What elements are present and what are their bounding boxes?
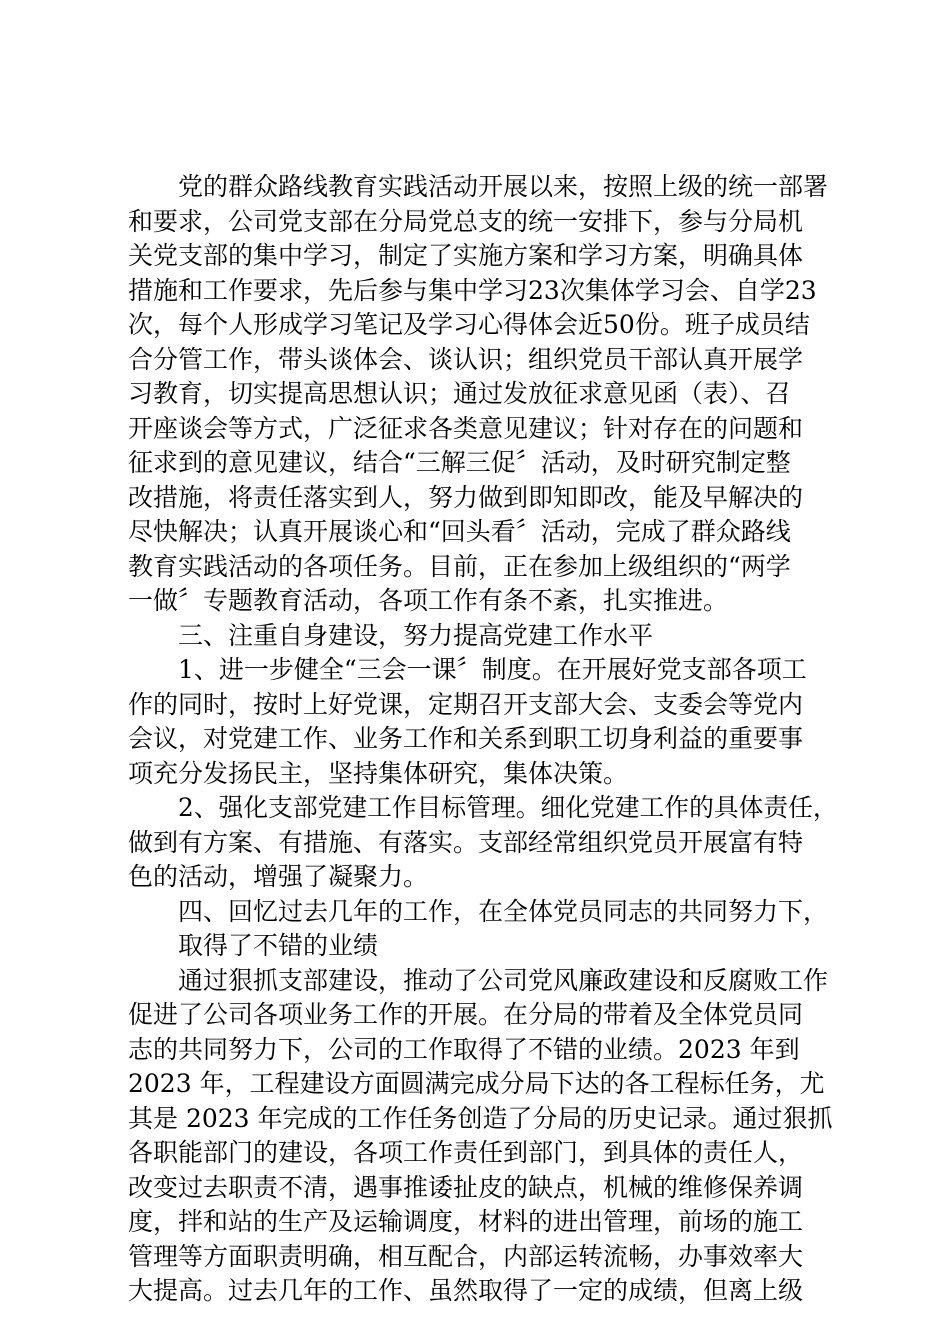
- text-line: 取得了不错的业绩: [178, 931, 379, 960]
- text-line: 1、进一步健全“三会一课〞制度。在开展好党支部各项工: [178, 655, 807, 684]
- text-line: 开座谈会等方式，广泛征求各类意见建议；针对存在的问题和: [128, 413, 804, 443]
- text-line: 作的同时，按时上好党课，定期召开支部大会、支委会等党内: [128, 689, 804, 719]
- text-line: 会议，对党建工作、业务工作和关系到职工切身利益的重要事: [128, 724, 804, 753]
- text-line: 促进了公司各项业务工作的开展。在分局的带着及全体党员同: [128, 1000, 804, 1029]
- text-line: 做到有方案、有措施、有落实。支部经常组织党员开展富有特: [128, 827, 804, 857]
- text-line: 度，拌和站的生产及运输调度，材料的进出管理，前场的施工: [128, 1207, 804, 1236]
- text-line: 项充分发扬民主，坚持集体研究，集体决策。: [128, 758, 629, 788]
- text-line: 其是 2023 年完成的工作任务创造了分局的历史记录。通过狠抓: [128, 1103, 833, 1133]
- text-line: 尽快解决；认真开展谈心和“回头看〞活动，完成了群众路线: [128, 517, 791, 546]
- text-line: 志的共同努力下，公司的工作取得了不错的业绩。2023 年到: [128, 1034, 800, 1064]
- text-line: 改变过去职责不清，遇事推诿扯皮的缺点，机械的维修保养调: [128, 1172, 804, 1202]
- text-line: 合分管工作，带头谈体会、谈认识；组织党员干部认真开展学: [128, 344, 804, 374]
- text-line: 改措施，将责任落实到人，努力做到即知即改，能及早解决的: [128, 482, 804, 512]
- document-body: [128, 170, 838, 1309]
- text-line: 管理等方面职责明确，相互配合，内部运转流畅，办事效率大: [128, 1241, 804, 1271]
- text-line: 教育实践活动的各项任务。目前，正在参加上级组织的“两学: [128, 551, 791, 581]
- text-line: 和要求，公司党支部在分局党总支的统一安排下，参与分局机: [128, 206, 804, 236]
- text-line: 通过狠抓支部建设，推动了公司党风廉政建设和反腐败工作: [178, 965, 829, 995]
- text-line: 党的群众路线教育实践活动开展以来，按照上级的统一部署: [178, 172, 829, 201]
- text-line: 各职能部门的建设，各项工作责任到部门，到具体的责任人，: [128, 1138, 804, 1167]
- text-line: 三、注重自身建设，努力提高党建工作水平: [178, 620, 654, 650]
- text-line: 2023 年，工程建设方面圆满完成分局下达的各工程标任务，尤: [128, 1069, 825, 1098]
- text-line: 征求到的意见建议，结合“三解三促〞活动，及时研究制定整: [128, 448, 791, 477]
- text-line: 措施和工作要求，先后参与集中学习23次集体学习会、自学23: [128, 275, 817, 305]
- document-page: [128, 170, 838, 1309]
- text-line: 色的活动，增强了凝聚力。: [128, 862, 429, 891]
- text-line: 大提高。过去几年的工作、虽然取得了一定的成绩，但离上级: [128, 1276, 804, 1305]
- text-line: 关党支部的集中学习，制定了实施方案和学习方案，明确具体: [128, 241, 804, 270]
- text-line: 次，每个人形成学习笔记及学习心得体会近50份。班子成员结: [128, 310, 810, 339]
- text-line: 习教育，切实提高思想认识；通过发放征求意见函（表）、召: [128, 379, 791, 408]
- text-line: 2、强化支部党建工作目标管理。细化党建工作的具体责任，: [178, 793, 838, 822]
- text-line: 一做〞专题教育活动，各项工作有条不紊，扎实推进。: [128, 586, 729, 615]
- text-line: 四、回忆过去几年的工作，在全体党员同志的共同努力下，: [178, 896, 829, 926]
